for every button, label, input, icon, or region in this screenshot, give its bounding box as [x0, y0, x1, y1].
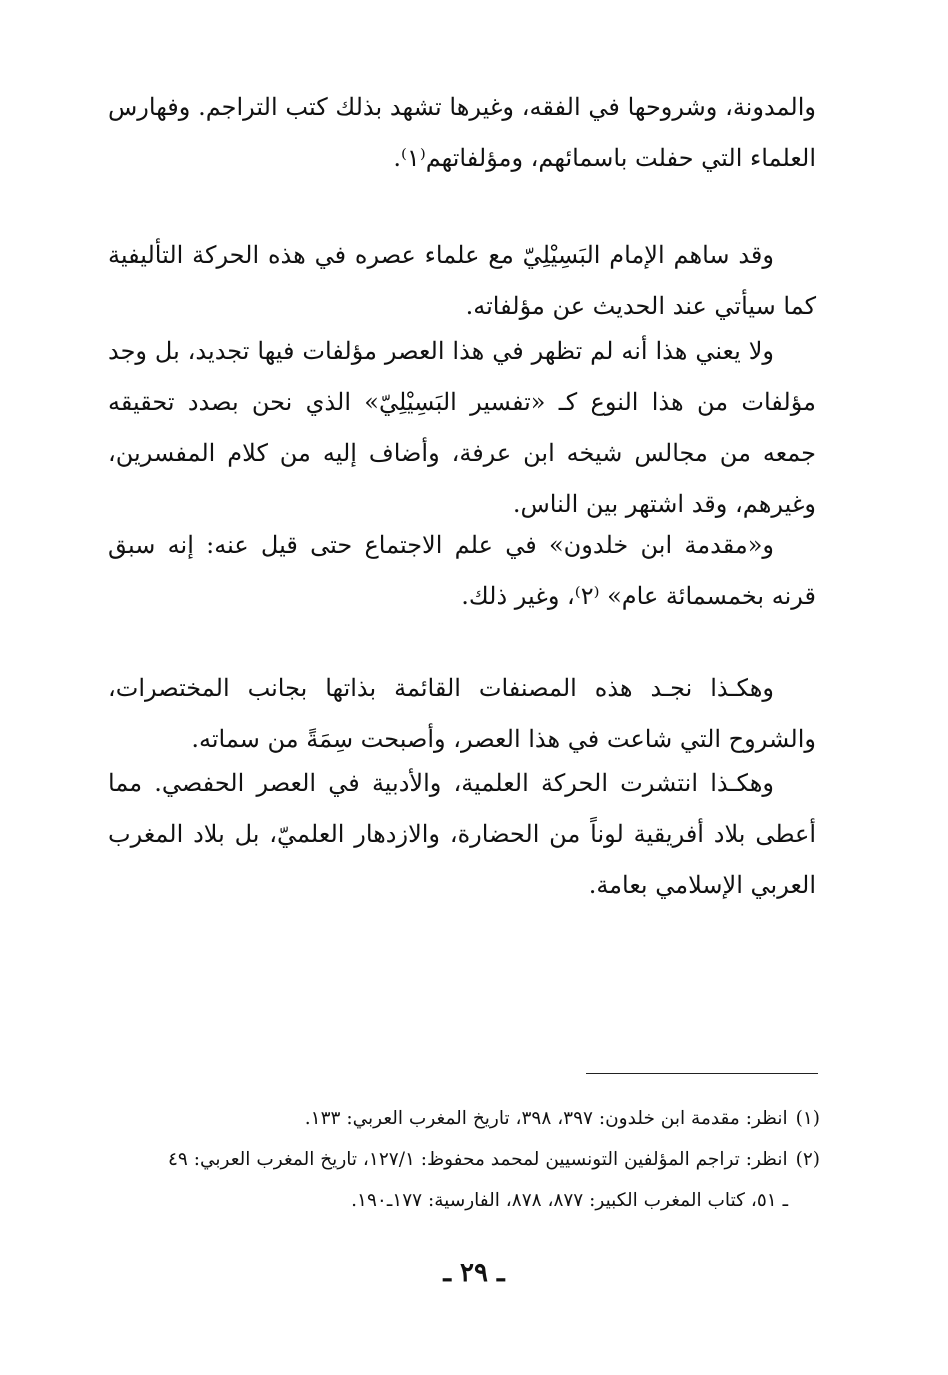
paragraph-1: والمدونة، وشروحها في الفقه، وغيرها تشهد بذلك كتب التراجم. وفهارس العلماء التي حفلت باسمائهم، ومؤلفاتهم⁽١⁾. [108, 93, 816, 172]
footnote-1 [108, 1098, 820, 1139]
footnotes [108, 1098, 820, 1221]
body-text-block-6 [108, 758, 816, 911]
footnote-number: (١) [795, 1108, 820, 1129]
paragraph-5: وهكـذا نجـد هذه المصنفات القائمة بذاتها بجانب المختصرات، والشروح التي شاعت في هذا العصر، وأصبحت سِمَةً من سماته. [108, 674, 816, 753]
paragraph-6: وهكـذا انتشرت الحركة العلمية، والأدبية في العصر الحفصي. مما أعطى بلاد أفريقية لوناً من الحضارة، والازدهار العلميّ، بل بلاد المغرب العربي الإسلامي بعامة. [108, 769, 816, 899]
footnote-separator [586, 1073, 818, 1074]
footnote-number: (٢) [795, 1149, 820, 1170]
body-text-block-2 [108, 230, 816, 332]
footnote-2-continuation: ـ ٥١، كتاب المغرب الكبير: ٨٧٧، ٨٧٨، الفارسية: ١٧٧ـ١٩٠. [351, 1190, 788, 1211]
paragraph-3: ولا يعني هذا أنه لم تظهر في هذا العصر مؤلفات فيها تجديد، بل وجد مؤلفات من هذا النوع كـ «تفسير البَسِيْلِيّ» الذي نحن بصدد تحقيقه جمعه من مجالس شيخه ابن عرفة، وأضاف إليه من كلام المفسرين، وغيرهم، وقد اشتهر بين الناس. [108, 337, 816, 518]
page-number: ـ ٢٩ ـ [443, 1258, 505, 1288]
footnote-text: انظر: تراجم المؤلفين التونسيين لمحمد محفوظ: ١٢٧/١، تاريخ المغرب العربي: ٤٩ [167, 1149, 788, 1170]
footnote-2 [108, 1139, 820, 1180]
body-text-block-1 [108, 82, 816, 184]
footnote-text: انظر: مقدمة ابن خلدون: ٣٩٧، ٣٩٨، تاريخ المغرب العربي: ١٣٣. [304, 1108, 788, 1129]
body-text-block-5 [108, 663, 816, 765]
body-text-block-4 [108, 520, 816, 622]
body-text-block-3 [108, 326, 816, 530]
paragraph-4: و«مقدمة ابن خلدون» في علم الاجتماع حتى قيل عنه: إنه سبق قرنه بخمسمائة عام» ⁽٢⁾، وغير ذلك. [108, 531, 816, 610]
paragraph-2: وقد ساهم الإمام البَسِيْلِيّ مع علماء عصره في هذه الحركة التأليفية كما سيأتي عند الحديث عن مؤلفاته. [108, 241, 816, 320]
